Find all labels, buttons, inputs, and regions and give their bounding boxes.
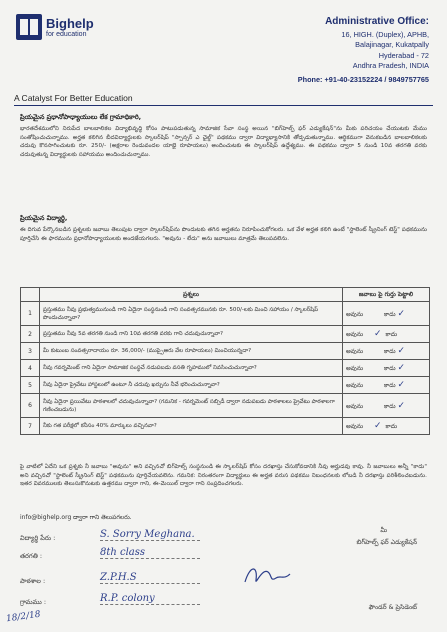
answer-no[interactable]: కాదు [385, 423, 398, 430]
row-answer[interactable] [343, 326, 430, 343]
class-label: తరగతి : [20, 552, 43, 560]
tagline: A Catalyst For Better Education [14, 93, 133, 103]
brand-name: Bighelp [46, 16, 94, 31]
check-mark-icon: ✓ [397, 380, 406, 390]
answer-yes[interactable]: అవును [346, 382, 364, 389]
student-name-field[interactable]: S. Sorry Meghana. [100, 529, 200, 541]
date-scribble: 18/2/18 [5, 609, 42, 625]
address-line: Andhra Pradesh, INDIA [352, 60, 429, 70]
brand-subtitle: for education [46, 31, 87, 38]
row-number: 3 [21, 343, 40, 360]
answer-no[interactable]: కాదు [384, 310, 396, 318]
row-question: నీవు ఏదైనా ప్రయివేటు పాఠశాలలో చదువుచున్నావా? (గమనిక - గవర్నమెంట్ సబ్సిడీ ద్వారా నడుపబడు పాఠశాలలు ప్రైవేటు పాఠశాలగా గణించబడును) [40, 394, 343, 418]
student-name-label: విద్యార్థి పేరు : [20, 534, 56, 542]
row-question: నీవు ఏదైనా ప్రైవేటు హాస్టలులో ఉంటూ నీ చదువు ఖర్చును నీవే భరించుచున్నావా? [40, 377, 343, 394]
office-address-block [298, 16, 429, 84]
header-divider [14, 105, 433, 106]
address-line: 16, HIGH. (Duplex), APHB, [341, 30, 429, 39]
row-question: ప్రస్తుతము నీవు ప్రభుత్వమునుండి గాని ఏదైనా సంస్థనుండి గాని సంవత్సరమునకు రూ. 500/-లకు మించి సహాయం / స్కాలర్‌షిప్ పొందుచున్నావా? [40, 302, 343, 326]
answer-yes[interactable]: అవును [346, 310, 364, 318]
village-field[interactable]: R.P. colony [100, 593, 200, 605]
row-number: 7 [21, 418, 40, 435]
answer-no[interactable]: కాదు [384, 402, 396, 410]
row-answer[interactable] [343, 394, 430, 418]
row-number: 5 [21, 377, 40, 394]
row-answer[interactable] [343, 418, 430, 435]
answer-yes[interactable]: అవును [346, 423, 364, 430]
class-field[interactable]: 8th class [100, 547, 200, 559]
row-number: 2 [21, 326, 40, 343]
village-label: గ్రామము : [20, 598, 47, 606]
check-mark-icon: ✓ [397, 363, 406, 373]
row-answer[interactable] [343, 360, 430, 377]
salutation-student: ప్రియమైన విద్యార్థి, [20, 214, 68, 222]
handwritten-signature [240, 560, 300, 590]
bighelp-logo-icon [16, 14, 42, 40]
table-row [21, 418, 430, 435]
email-line: info@bighelp.org ద్వారా గాని తెలుపగలరు. [20, 514, 132, 521]
signature-line-1: మీ [380, 527, 387, 534]
check-mark-icon: ✓ [397, 400, 406, 411]
closing-paragraph: పై వాటిలో ఏదేని ఒక ప్రశ్నకు నీ జవాబు "అవును" అని వచ్చినచో బిగ్‌హెల్ప్ సంస్థనుండి ఈ స్కాలర్‌షిప్ కోసం దరఖాస్తు చేసుకోవడానికి నీవు అర్హుడవు కావు. నీ జవాబులు అన్నీ "కాదు" అని వచ్చినచో "స్టాలెంట్ స్క్రీనింగ్ టెస్ట్" పథకమును పూర్తిచేయవలెను. గమనిక: నిరంతరంగా విద్యార్థులు ఈ అర్హత వరుస పథకము నిబంధనలకు లోబడి నీ దరఖాస్తు పరిశీలించబడును. ఇతర వివరములకు తెలుసుకొనుటకు ఉత్తరము ద్వారా గాని, ఈ-మెయిల్ ద్వారా గాని సంప్రదించగలరు. [20, 464, 427, 488]
table-header-answer: జవాబు పై గుర్తు పెట్టాలి [343, 288, 430, 302]
row-answer[interactable] [343, 343, 430, 360]
address-line: Balajinagar, Kukatpally [355, 40, 429, 50]
row-number: 4 [21, 360, 40, 377]
table-row [21, 394, 430, 418]
answer-no[interactable]: కాదు [385, 331, 398, 338]
check-mark-icon: ✓ [397, 346, 406, 356]
row-question: నీకు గత పరీక్షలో కనీసం 40% మార్కులు వచ్చినవా? [40, 418, 343, 435]
eligibility-table [20, 287, 430, 435]
address-line: Hyderabad - 72 [378, 50, 429, 60]
signature-line-2: బిగ్‌హెల్ప్ ఫర్ ఎడ్యుకేషన్ [356, 539, 417, 546]
table-row [21, 377, 430, 394]
office-title: Administrative Office: [325, 16, 429, 27]
row-answer[interactable] [343, 377, 430, 394]
row-question: ప్రస్తుతము నీవు 5వ తరగతి నుండి గాని 10వ తరగతి వరకు గాని చదువుచున్నావా? [40, 326, 343, 343]
check-mark-icon: ✓ [397, 308, 406, 319]
school-field[interactable]: Z.P.H.S [100, 572, 200, 584]
answer-yes[interactable]: అవును [346, 402, 364, 410]
salutation-headmaster: ప్రియమైన ప్రధానోపాధ్యాయులు లేక గ్రామాధికారి, [20, 113, 142, 121]
instructions-paragraph: ఈ దిగువ పేర్కొనబడిన ప్రశ్నలకు జవాబు తెలుపుట ద్వారా స్కాలర్‌షిప్‌ను పొందుటకు తగిన అర్హతను నిరూపించుకోగలరు. ఒక వేళ అర్హత కలిగి ఉంటే "స్టాలెంట్ స్క్రీనింగ్ టెస్ట్" పథకమును పూర్తిచేసి ఈ ఫారమును ప్రధానోపాధ్యాయులకు అందజేయగలరు. "అవును - లేదు" అను జవాబులు మాత్రమే తెలుపవలెను. [20, 227, 427, 242]
answer-yes[interactable]: అవును [346, 348, 364, 355]
intro-paragraph: భారతదేశములోని నిరుపేద బాలబాలికల విద్యాభివృద్ధి కోసం పాటుపడుతున్న సామాజిక సేవా సంస్థ అయిన "బిగ్‌హెల్ప్ ఫర్ ఎడ్యుకేషన్"ను మీకు పరిచయం చేయుటకు మేము సంతోషించుచున్నాము. అర్హత కలిగిన బీదవిద్యార్థులకు స్కాలర్‌షిప్ "స్పాన్సర్ ఎ ఛైల్డ్" పథకము ద్వారా విద్యాభ్యాసానికి తోడ్పడుతున్నాము. ఆర్థికముగా వెనుకబడిన బాలబాలికలకు చదువు కొనసాగించుటకు రూ. 250/- (అక్షరాల రెండువందల యాభై రూపాయలు) అందించుటకు ఈ స్కాలర్‌షిప్ ఉద్దేశ్యము. ఈ పథకము ద్వారా 5 నుండి 10వ తరగతి వరకు చదువుతున్న విద్యార్థులకు సహాయము అందించుచున్నాము. [20, 126, 427, 158]
signature-line-3: ఫౌండర్ & ప్రెసిడెంట్ [368, 604, 417, 611]
school-label: పాఠశాల : [20, 577, 46, 585]
table-row [21, 326, 430, 343]
answer-no[interactable]: కాదు [384, 382, 396, 389]
answer-yes[interactable]: అవును [346, 365, 364, 372]
answer-no[interactable]: కాదు [384, 348, 396, 355]
table-row [21, 360, 430, 377]
answer-no[interactable]: కాదు [384, 365, 396, 372]
table-header-row [21, 288, 430, 302]
phone-line: Phone: +91-40-23152224 / 9849757765 [297, 75, 429, 85]
table-row [21, 343, 430, 360]
row-number: 6 [21, 394, 40, 418]
row-question: మీ కుటుంబ సంవత్సరాదాయం రూ. 36,000/- (ముప్పైఆరు వేల రూపాయలు) మించియున్నదా? [40, 343, 343, 360]
table-row [21, 302, 430, 326]
table-header-num [21, 288, 40, 302]
check-mark-icon: ✓ [374, 421, 382, 431]
answer-yes[interactable]: అవును [346, 331, 364, 338]
row-question: నీవు గవర్నమెంట్ గాని ఏదైనా సామాజిక సంస్థచే నడుపబడు వసతి గృహములో నివసించుచున్నావా? [40, 360, 343, 377]
table-header-question: ప్రశ్నలు [40, 288, 343, 302]
row-number: 1 [21, 302, 40, 326]
row-answer[interactable] [343, 302, 430, 326]
check-mark-icon: ✓ [374, 329, 382, 339]
